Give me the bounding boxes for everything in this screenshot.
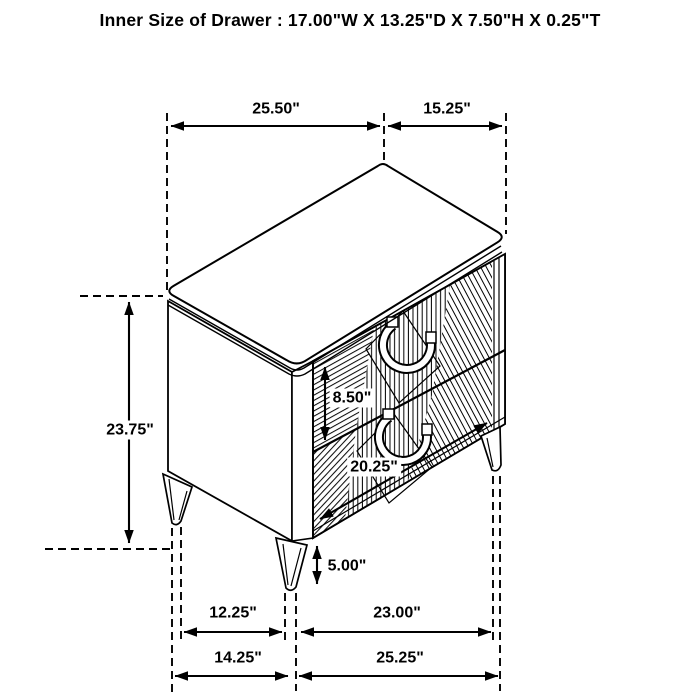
label-drawer-front-height: 8.50" (330, 389, 375, 408)
label-leg-height: 5.00" (325, 557, 370, 576)
label-overall-height: 23.75" (103, 421, 157, 440)
label-top-width: 25.50" (249, 100, 303, 119)
front-left-corner-post (292, 361, 313, 541)
nightstand (163, 164, 505, 590)
handle-tab (422, 424, 432, 435)
label-top-depth: 15.25" (420, 100, 474, 119)
handle-tab (383, 409, 394, 419)
diagram-title: Inner Size of Drawer : 17.00"W X 13.25"D X 7.50"H X 0.25"T (99, 10, 601, 30)
label-front-span-outer: 25.25" (373, 649, 427, 668)
label-side-span-outer: 14.25" (211, 649, 265, 668)
label-side-span-inner: 12.25" (206, 604, 260, 623)
label-front-diagonal: 20.25" (347, 458, 401, 477)
label-front-span-inner: 23.00" (370, 604, 424, 623)
handle-tab (426, 332, 436, 343)
